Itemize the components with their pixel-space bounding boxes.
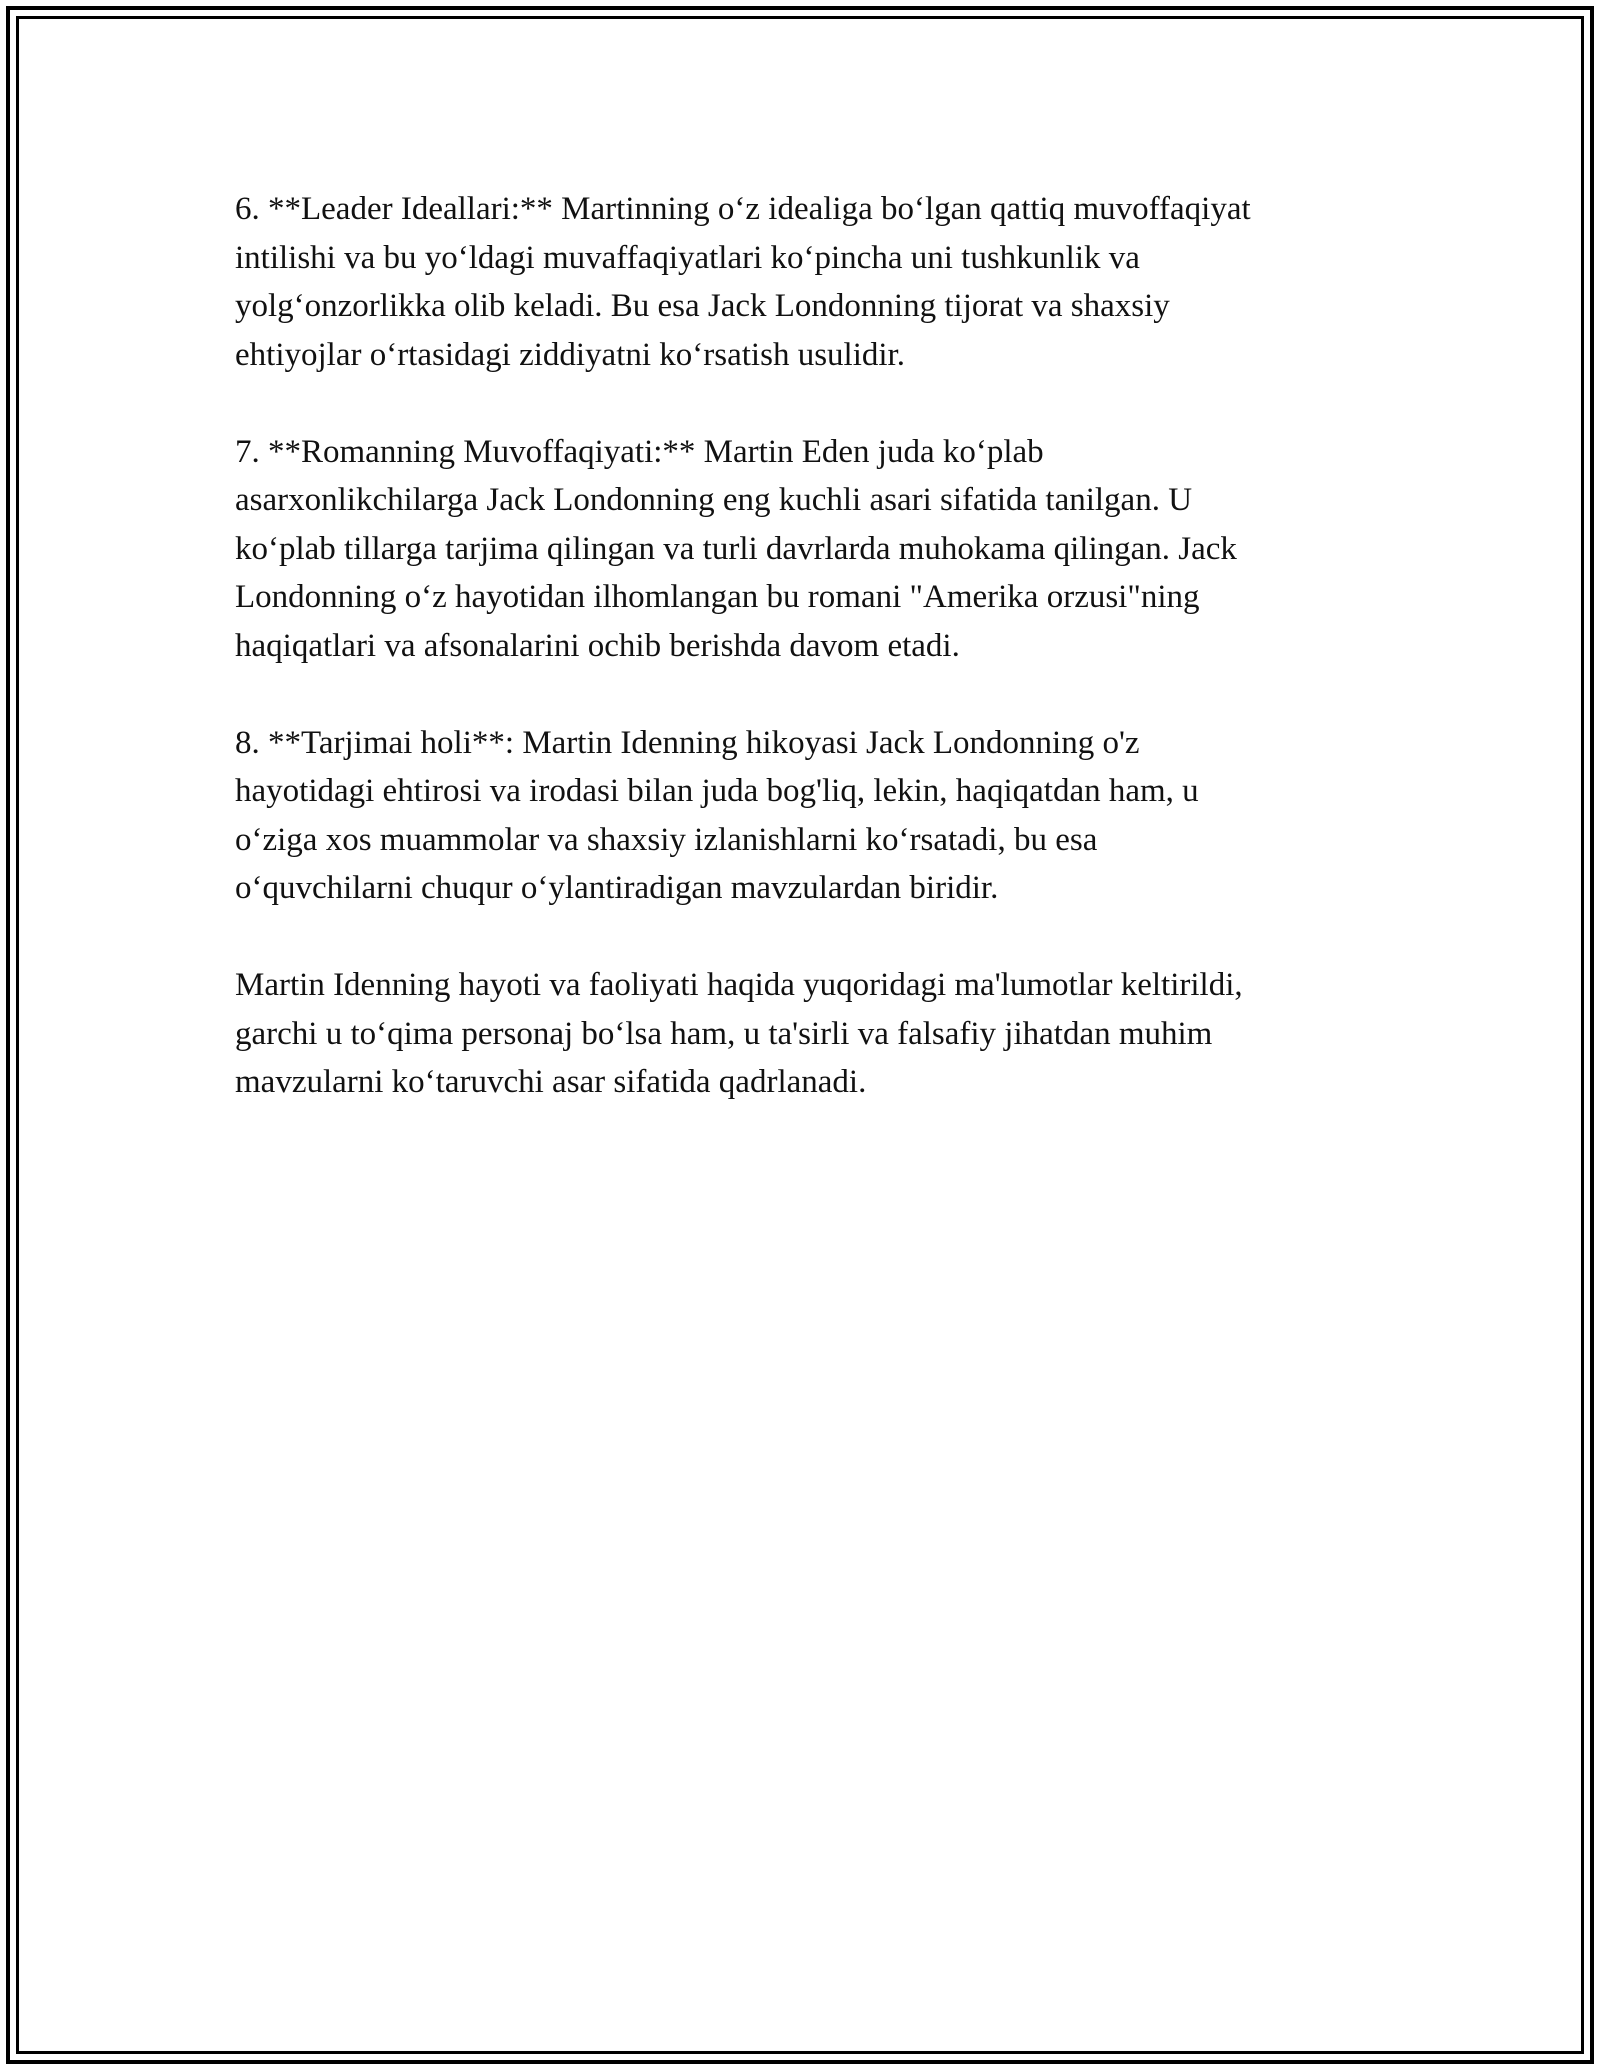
text-line: o‘quvchilarni chuqur o‘ylantiradigan mavzulardan biridir.	[235, 870, 999, 906]
text-line: ehtiyojlar o‘rtasidagi ziddiyatni ko‘rsatish usulidir.	[235, 336, 905, 373]
paragraph-8-tarjimai-holi	[235, 719, 1385, 913]
text-line: yolg‘onzorlikka olib keladi. Bu esa Jack Londonning tijorat va shaxsiy	[235, 288, 1170, 324]
text-line: o‘ziga xos muammolar va shaxsiy izlanishlarni ko‘rsatadi, bu esa	[235, 821, 1098, 858]
document-body	[235, 185, 1385, 1155]
paragraph-conclusion	[235, 961, 1385, 1107]
paragraph-6-leader-ideallari	[235, 185, 1385, 379]
text-line: 7. **Romanning Muvoffaqiyati:** Martin Eden juda ko‘plab	[235, 433, 1044, 470]
text-line: hayotidagi ehtirosi va irodasi bilan juda bog'liq, lekin, haqiqatdan ham, u	[235, 773, 1199, 809]
text-line: intilishi va bu yo‘ldagi muvaffaqiyatlari ko‘pincha uni tushkunlik va	[235, 239, 1140, 276]
text-line: asarxonlikchilarga Jack Londonning eng kuchli asari sifatida tanilgan. U	[235, 482, 1193, 518]
text-line: mavzularni ko‘taruvchi asar sifatida qadrlanadi.	[235, 1064, 867, 1100]
text-line: haqiqatlari va afsonalarini ochib berishda davom etadi.	[235, 627, 960, 664]
text-line: ko‘plab tillarga tarjima qilingan va turli davrlarda muhokama qilingan. Jack	[235, 530, 1237, 567]
paragraph-7-romanning-muvoffaqiyati	[235, 428, 1385, 671]
text-line: Londonning o‘z hayotidan ilhomlangan bu romani "Amerika orzusi"ning	[235, 579, 1200, 615]
text-line: 6. **Leader Ideallari:** Martinning o‘z idealiga bo‘lgan qattiq muvoffaqiyat	[235, 191, 1251, 227]
text-line: Martin Idenning hayoti va faoliyati haqida yuqoridagi ma'lumotlar keltirildi,	[235, 967, 1243, 1003]
text-line: garchi u to‘qima personaj bo‘lsa ham, u ta'sirli va falsafiy jihatdan muhim	[235, 1015, 1213, 1052]
text-line: 8. **Tarjimai holi**: Martin Idenning hikoyasi Jack Londonning o'z	[235, 724, 1140, 761]
